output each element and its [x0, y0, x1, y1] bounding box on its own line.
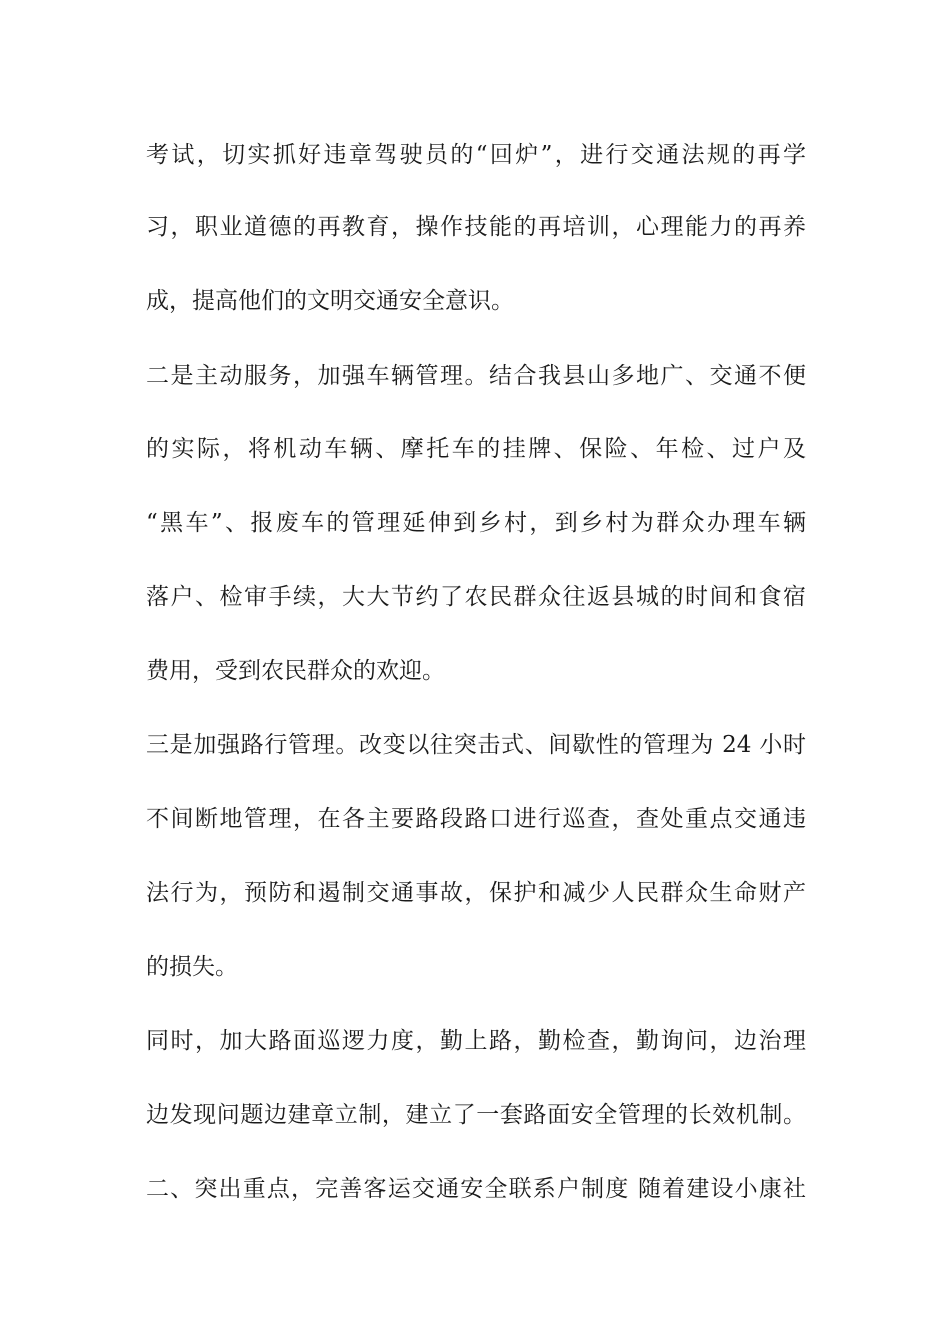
text-line-7: 落户、检审手续，大大节约了农民群众往返县城的时间和食宿 — [146, 584, 806, 610]
text-line-14: 边发现问题边建章立制，建立了一套路面安全管理的长效机制。 — [146, 1102, 806, 1128]
text-line-12: 的损失。 — [146, 954, 238, 980]
text-line-13: 同时，加大路面巡逻力度，勤上路，勤检查，勤询问，边治理 — [146, 1028, 806, 1054]
text-line-10: 不间断地管理，在各主要路段路口进行巡查，查处重点交通违 — [146, 806, 806, 832]
text-line-5: 的实际，将机动车辆、摩托车的挂牌、保险、年检、过户及 — [146, 436, 806, 462]
text-line-11: 法行为，预防和遏制交通事故，保护和减少人民群众生命财产 — [146, 880, 806, 906]
text-line-3: 成，提高他们的文明交通安全意识。 — [146, 288, 514, 314]
text-line-1: 考试，切实抓好违章驾驶员的“回炉”，进行交通法规的再学 — [146, 142, 806, 168]
text-line-6: “黑车”、报废车的管理延伸到乡村，到乡村为群众办理车辆 — [146, 510, 806, 536]
text-line-15: 二、突出重点，完善客运交通安全联系户制度 随着建设小康社 — [146, 1176, 806, 1202]
text-line-2: 习，职业道德的再教育，操作技能的再培训，心理能力的再养 — [146, 214, 806, 240]
text-line-8: 费用，受到农民群众的欢迎。 — [146, 658, 445, 684]
text-line-4: 二是主动服务，加强车辆管理。结合我县山多地广、交通不便 — [146, 363, 806, 389]
text-line-9: 三是加强路行管理。改变以往突击式、间歇性的管理为 24 小时 — [146, 732, 806, 758]
